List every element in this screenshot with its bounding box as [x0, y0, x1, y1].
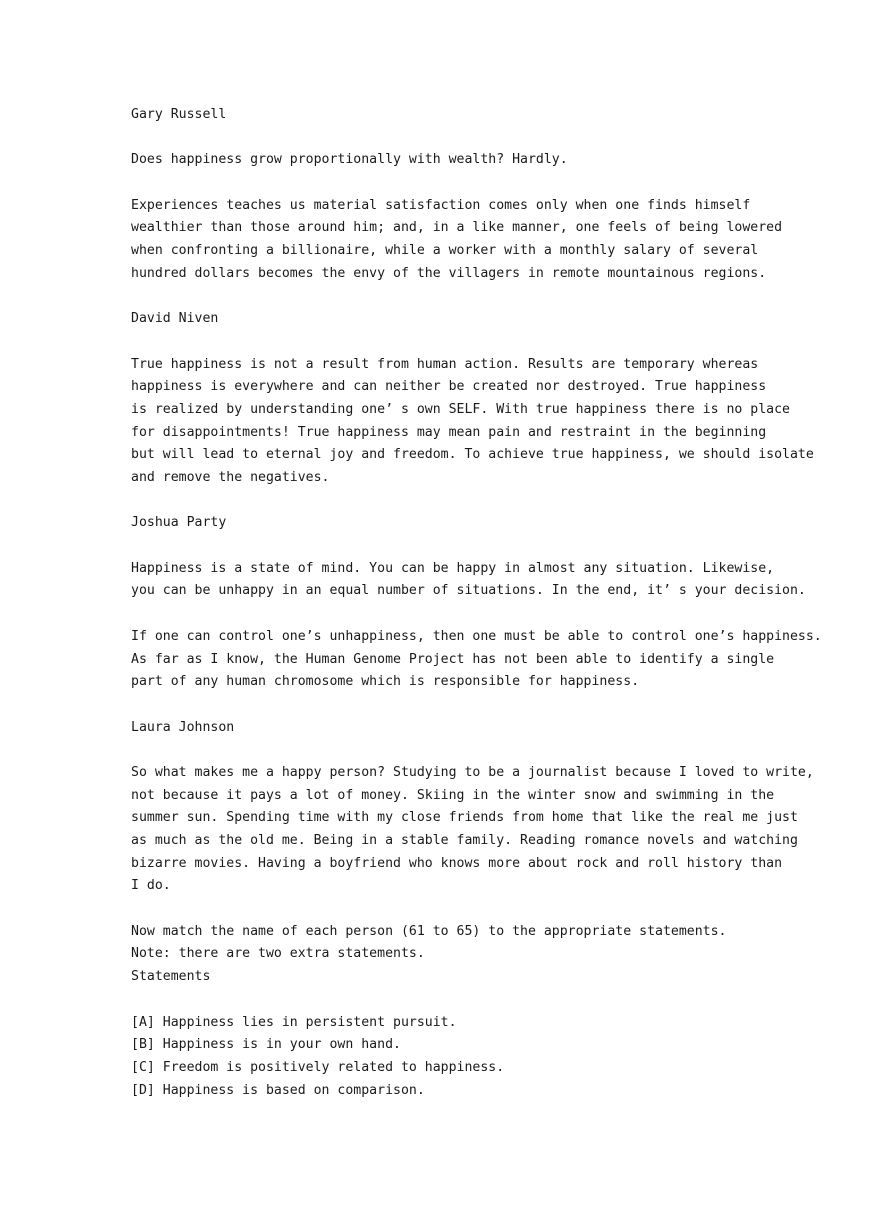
paragraph-gap: [131, 490, 743, 513]
paragraph-gap: [131, 603, 743, 626]
text-line: So what makes me a happy person? Studying to be a journalist because I loved to write,: [131, 764, 814, 780]
paragraph: [131, 558, 806, 603]
text-line: Laura Johnson: [131, 719, 235, 735]
paragraph-gap: [131, 694, 743, 717]
text-line: as much as the old me. Being in a stable family. Reading romance novels and watching: [131, 833, 798, 848]
paragraph: [131, 762, 814, 898]
text-line: for disappointments! True happiness may mean pain and restraint in the beginning: [131, 424, 767, 440]
paragraph: [131, 195, 783, 286]
instruction-block: [131, 1012, 743, 1103]
text-line: not because it pays a lot of money. Skiing in the winter snow and swimming in the: [131, 787, 775, 803]
text-line: summer sun. Spending time with my close friends from home that like the real me just: [131, 810, 798, 826]
text-line: but will lead to eternal joy and freedom. To achieve true happiness, we should isolate: [131, 447, 814, 463]
text-line: bizarre movies. Having a boyfriend who knows more about rock and roll history than: [131, 855, 783, 871]
text-line: Happiness is a state of mind. You can be happy in almost any situation. Likewise,: [131, 560, 775, 576]
paragraph-gap: [131, 127, 743, 150]
author-name: [131, 104, 743, 127]
text-line: [D] Happiness is based on comparison.: [131, 1082, 425, 1098]
text-line: Experiences teaches us material satisfaction comes only when one finds himself: [131, 197, 751, 213]
paragraph-gap: [131, 535, 743, 558]
text-line: As far as I know, the Human Genome Project has not been able to identify a single: [131, 651, 775, 667]
paragraph: [131, 149, 743, 172]
text-line: when confronting a billionaire, while a worker with a monthly salary of several: [131, 243, 759, 259]
text-line: [C] Freedom is positively related to happiness.: [131, 1059, 505, 1075]
text-line: is realized by understanding one’ s own SELF. With true happiness there is no place: [131, 401, 790, 417]
text-line: Does happiness grow proportionally with wealth? Hardly.: [131, 152, 568, 168]
paragraph-gap: [131, 989, 743, 1012]
text-line: wealthier than those around him; and, in a like manner, one feels of being lowered: [131, 220, 783, 236]
author-name: [131, 717, 743, 740]
text-line: and remove the negatives.: [131, 470, 330, 485]
text-line: David Niven: [131, 311, 219, 327]
paragraph: [131, 626, 822, 694]
text-line: happiness is everywhere and can neither be created nor destroyed. True happiness: [131, 379, 767, 395]
paragraph-gap: [131, 898, 743, 921]
paragraph-gap: [131, 286, 743, 309]
author-name: [131, 512, 743, 535]
text-line: I do.: [131, 878, 171, 894]
text-line: you can be unhappy in an equal number of situations. In the end, it’ s your decision.: [131, 583, 806, 599]
paragraph-gap: [131, 172, 743, 195]
text-line: hundred dollars becomes the envy of the villagers in remote mountainous regions.: [131, 265, 767, 281]
paragraph: [131, 354, 814, 490]
author-name: [131, 308, 743, 331]
text-line: Joshua Party: [131, 515, 227, 531]
text-line: Gary Russell: [131, 107, 227, 122]
text-line: Note: there are two extra statements.: [131, 946, 425, 962]
paragraph-gap: [131, 739, 743, 762]
paragraph-gap: [131, 331, 743, 354]
text-line: True happiness is not a result from human action. Results are temporary whereas: [131, 356, 759, 372]
document-page: [131, 104, 822, 1102]
text-line: Now match the name of each person (61 to 65) to the appropriate statements.: [131, 923, 727, 939]
text-line: [A] Happiness lies in persistent pursuit.: [131, 1014, 457, 1030]
instruction-block: [131, 921, 743, 989]
text-line: part of any human chromosome which is responsible for happiness.: [131, 674, 640, 690]
text-line: [B] Happiness is in your own hand.: [131, 1037, 401, 1053]
text-line: Statements: [131, 969, 211, 985]
text-line: If one can control one’s unhappiness, then one must be able to control one’s happiness.: [131, 628, 822, 644]
